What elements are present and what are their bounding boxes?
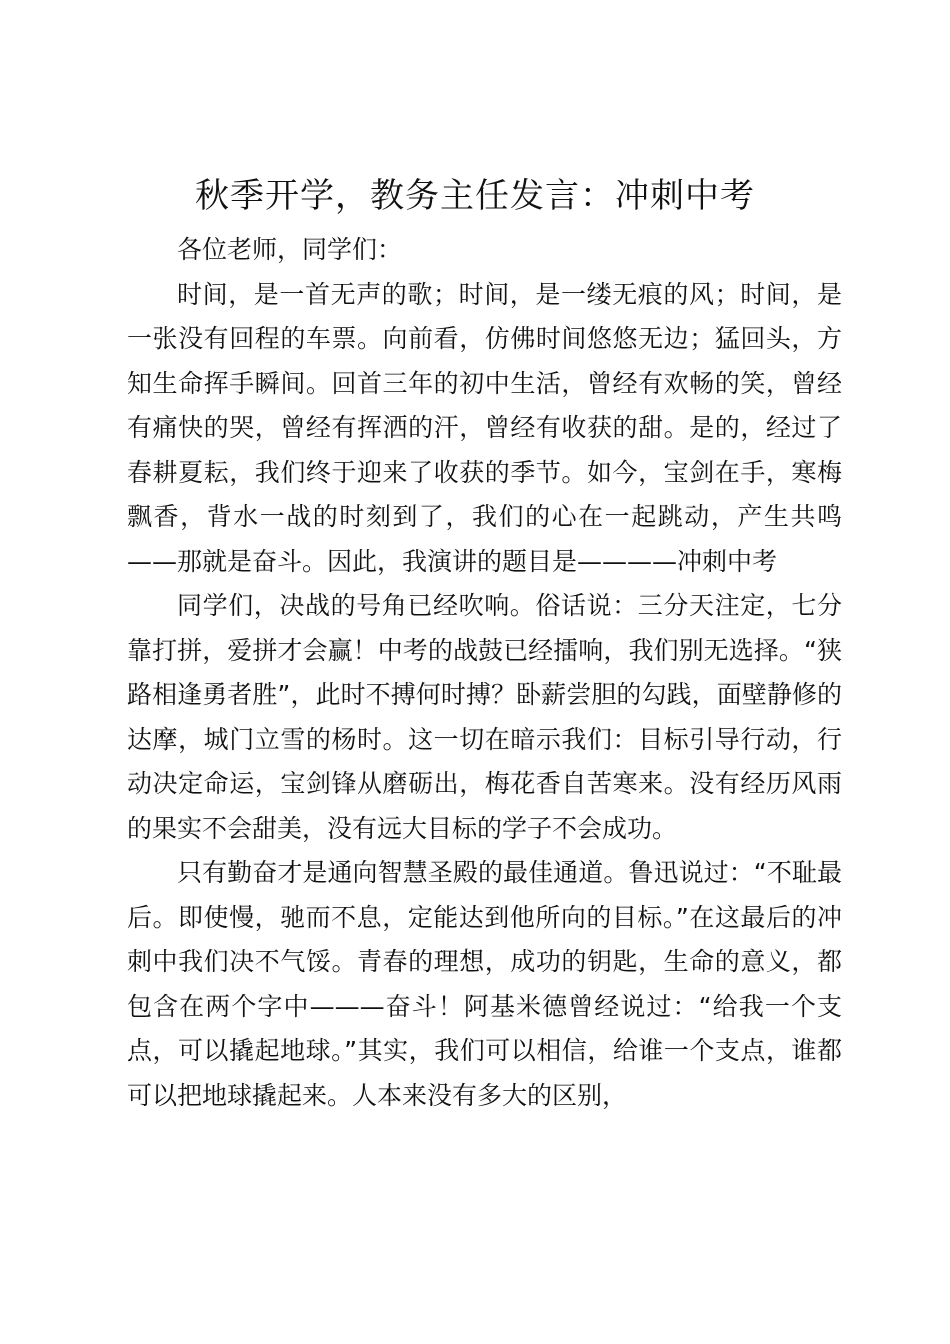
paragraph-salutation: 各位老师，同学们： [177,235,403,264]
paragraph-diligence: 只有勤奋才是通向智慧圣殿的最佳通道。鲁迅说过：“不耻最后。即使慢，驰而不息，定能达到他所向的目标。”在这最后的冲刺中我们决不气馁。青春的理想，成功的钥匙，生命的意义，都包含在两个字中———奋斗！阿基米德曾经说过：“给我一个支点，可以撬起地球。”其实，我们可以相信，给谁一个支点，谁都可以把地球撬起来。人本来没有多大的区别， [127,858,842,1110]
document-body [127,228,842,1118]
paragraph-time: 时间，是一首无声的歌；时间，是一缕无痕的风；时间，是一张没有回程的车票。向前看，仿佛时间悠悠无边；猛回头，方知生命挥手瞬间。回首三年的初中生活，曾经有欢畅的笑，曾经有痛快的哭，曾经有挥洒的汗，曾经有收获的甜。是的，经过了春耕夏耘，我们终于迎来了收获的季节。如今，宝剑在手，寒梅飘香，背水一战的时刻到了，我们的心在一起跳动，产生共鸣——那就是奋斗。因此，我演讲的题目是————冲刺中考 [127,279,842,576]
document-title: 秋季开学，教务主任发言：冲刺中考 [195,176,755,216]
paragraph-battle: 同学们，决战的号角已经吹响。俗话说：三分天注定，七分靠打拼，爱拼才会赢！中考的战鼓已经擂响，我们别无选择。“狭路相逢勇者胜”，此时不搏何时搏？卧薪尝胆的勾践，面壁静修的达摩，城门立雪的杨时。这一切在暗示我们：目标引导行动，行动决定命运，宝剑锋从磨砺出，梅花香自苦寒来。没有经历风雨的果实不会甜美，没有远大目标的学子不会成功。 [127,591,842,843]
